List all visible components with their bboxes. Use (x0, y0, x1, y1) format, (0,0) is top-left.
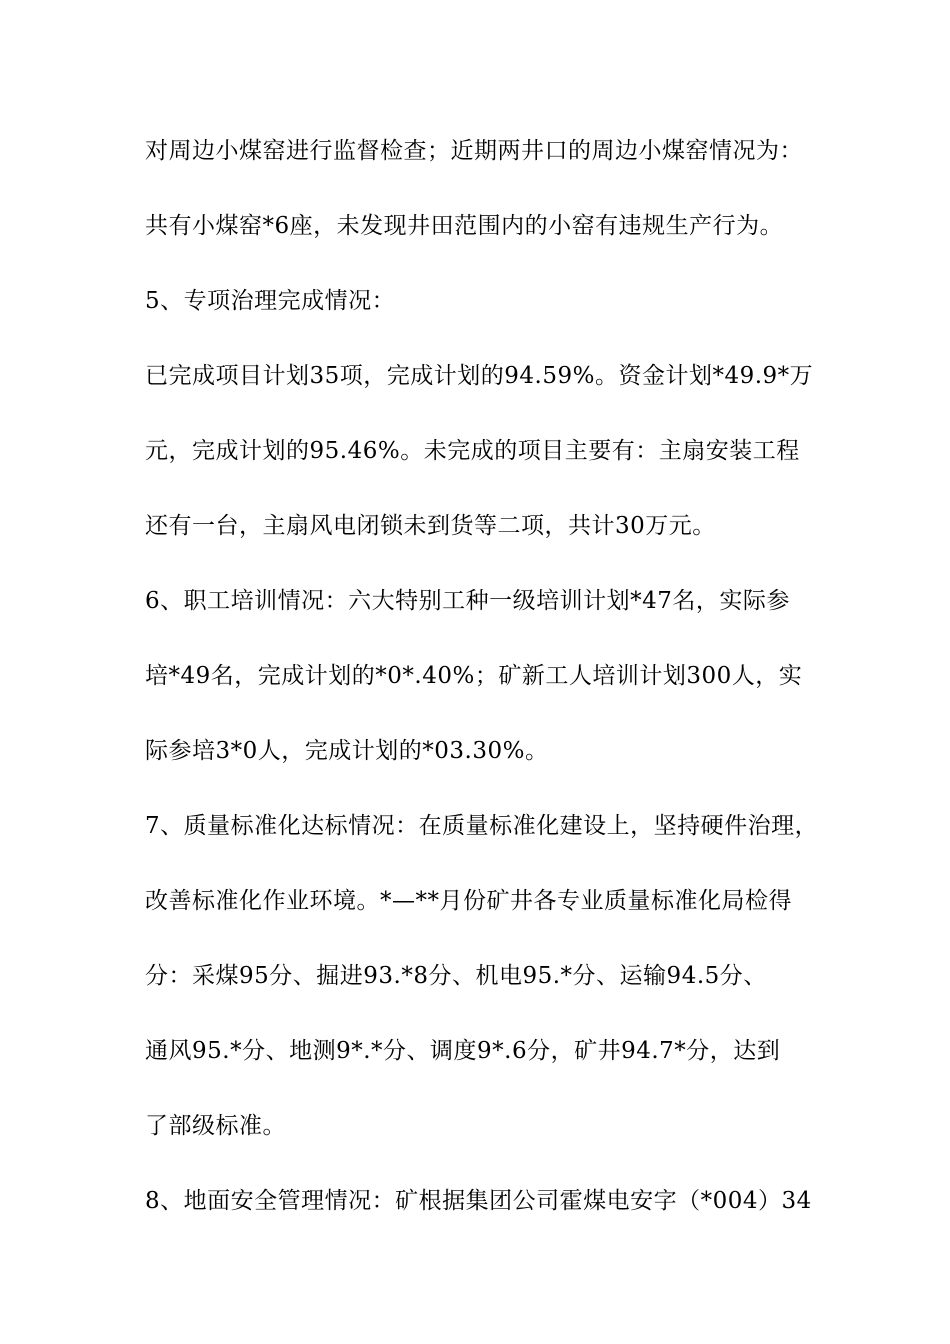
paragraph-line-13: 通风95.*分、地测9*.*分、调度9*.6分，矿井94.7*分，达到 (145, 1038, 781, 1064)
paragraph-line-2: 共有小煤窑*6座，未发现井田范围内的小窑有违规生产行为。 (145, 213, 784, 239)
paragraph-line-8: 培*49名，完成计划的*0*.40%；矿新工人培训计划300人，实 (145, 663, 803, 689)
paragraph-line-5: 元，完成计划的95.46%。未完成的项目主要有：主扇安装工程 (145, 438, 800, 464)
paragraph-line-12: 分：采煤95分、掘进93.*8分、机电95.*分、运输94.5分、 (145, 963, 767, 989)
section-heading-5: 5、专项治理完成情况： (145, 288, 396, 314)
paragraph-line-4: 已完成项目计划35项，完成计划的94.59%。资金计划*49.9*万 (145, 363, 814, 389)
paragraph-line-9: 际参培3*0人，完成计划的*03.30%。 (145, 738, 549, 764)
paragraph-line-11: 改善标准化作业环境。*—**月份矿井各专业质量标准化局检得 (145, 888, 792, 914)
section-line-7: 7、质量标准化达标情况：在质量标准化建设上，坚持硬件治理， (145, 813, 819, 839)
paragraph-line-14: 了部级标准。 (145, 1113, 286, 1139)
paragraph-line-6: 还有一台，主扇风电闭锁未到货等二项，共计30万元。 (145, 513, 716, 539)
section-line-6: 6、职工培训情况：六大特别工种一级培训计划*47名，实际参 (145, 588, 790, 614)
section-line-8: 8、地面安全管理情况：矿根据集团公司霍煤电安字（*004）34 (145, 1188, 812, 1214)
paragraph-line-1: 对周边小煤窑进行监督检查；近期两井口的周边小煤窑情况为： (145, 138, 803, 164)
